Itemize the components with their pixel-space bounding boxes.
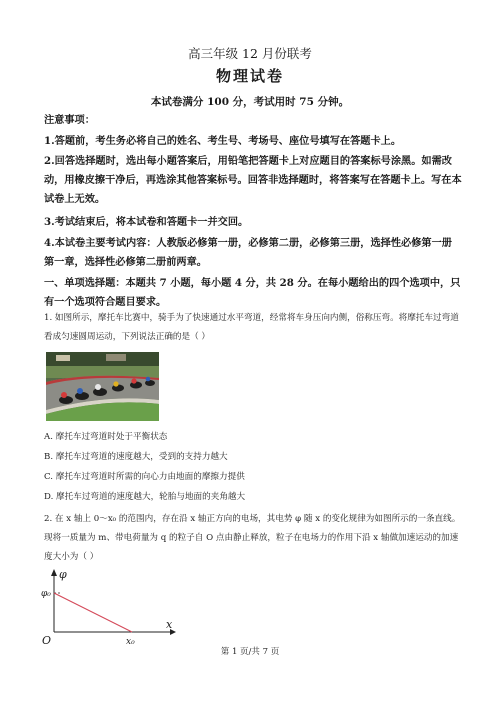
notice-item-2: 2.回答选择题时，选出每小题答案后，用铅笔把答题卡上对应题目的答案标号涂黑。如需改动，用橡皮擦干净后，再选涂其他答案标号。回答非选择题时，将答案写在答题卡上。写在本试卷上无效。 — [44, 155, 462, 205]
question-1-stem: 1. 如图所示，摩托车比赛中，骑手为了快速通过水平弯道，经常将车身压向内侧，俗称压弯。将摩托车过弯道看成匀速圆周运动，下列说法正确的是（ ） — [44, 313, 459, 342]
motorcycle-race-photo — [46, 352, 159, 421]
exam-title: 高三年级 12 月份联考 — [188, 46, 312, 61]
option-a: A. 摩托车过弯道时处于平衡状态 — [44, 432, 168, 442]
question-2-stem: 2. 在 x 轴上 0～x₀ 的范围内，存在沿 x 轴正方向的电场，其电势 φ 随 x 的变化规律为如图所示的一条直线。现将一质量为 m、带电荷量为 q 的粒子自 O 点由静止释放，粒子在电场力的作用下沿 x 轴做加速运动的加速度大小为（ ） — [44, 514, 461, 562]
question-1-options — [44, 427, 462, 507]
notice-item-1: 1.答题前，考生务必将自己的姓名、考生号、考场号、座位号填写在答题卡上。 — [44, 135, 402, 147]
option-b: B. 摩托车过弯道的速度越大，受到的支持力越大 — [44, 452, 228, 462]
x-intercept-label: x₀ — [126, 637, 135, 647]
potential-line — [54, 593, 132, 632]
x-axis-label: x — [166, 618, 173, 631]
subject-title: 物理试卷 — [215, 67, 284, 85]
potential-graph — [40, 566, 180, 648]
y-axis-label: φ — [59, 568, 67, 581]
y-axis-arrow — [51, 569, 57, 576]
notice-item-3: 3.考试结束后，将本试卷和答题卡一并交回。 — [44, 216, 249, 228]
exam-info: 本试卷满分 100 分，考试用时 75 分钟。 — [150, 96, 350, 108]
notice-item-4: 4.本试卷主要考试内容：人教版必修第一册，必修第二册，必修第三册，选择性必修第一册第一章，选择性必修第二册前两章。 — [44, 237, 452, 268]
section-heading: 一、单项选择题：本题共 7 小题，每小题 4 分，共 28 分。在每小题给出的四个选项中，只有一个选项符合题目要求。 — [44, 277, 461, 308]
page-footer: 第 1 页/共 7 页 — [220, 647, 280, 657]
option-c: C. 摩托车过弯道时所需的向心力由地面的摩擦力提供 — [44, 472, 245, 482]
origin-label: O — [42, 634, 52, 647]
y-intercept-label: φ₀ — [41, 589, 51, 599]
notice-heading: 注意事项： — [44, 114, 95, 126]
option-d: D. 摩托车过弯道的速度越大，轮胎与地面的夹角越大 — [44, 492, 246, 502]
